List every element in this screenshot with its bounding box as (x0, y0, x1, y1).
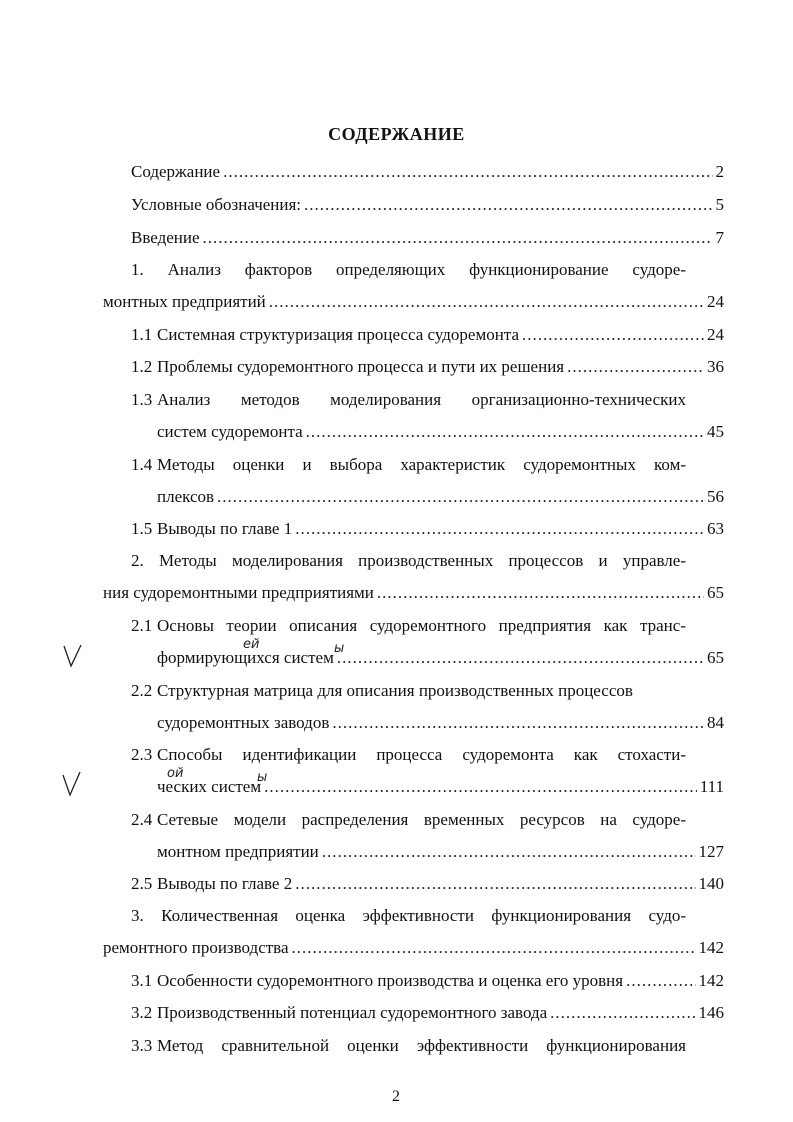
toc-entry[interactable]: Условные обозначения: ..... 5 (131, 195, 724, 217)
handwritten-correction: ы (334, 641, 345, 656)
page-number: 2 (392, 1088, 400, 1105)
checkmark-icon (62, 771, 82, 797)
toc-entry[interactable]: ния судоремонтными предприятиями ..... 65 (103, 583, 724, 605)
toc-entry[interactable]: плексов ..... 56 (157, 487, 724, 509)
toc-entry[interactable]: 1.1 Системная структуризация процесса судоремонта ..... 24 (131, 325, 724, 347)
toc-entry[interactable]: Введение ..... 7 (131, 228, 724, 250)
toc-entry[interactable]: Содержание ..... 2 (131, 162, 724, 184)
toc-entry[interactable]: 3.1 Особенности судоремонтного производства и оценка его уровня ..... 142 (131, 971, 724, 993)
toc-entry-heading: 1.4 Методы оценки и выбора характеристик судоремонтных ком- (131, 455, 686, 474)
toc-entry[interactable]: монтном предприятии ..... 127 (157, 842, 724, 864)
toc-entry[interactable]: систем судоремонта ..... 45 (157, 422, 724, 444)
checkmark-icon (63, 644, 83, 668)
toc-entry[interactable]: 2.5 Выводы по главе 2 ..... 140 (131, 874, 724, 896)
toc-entry-heading: 2.2 Структурная матрица для описания производственных процессов (131, 681, 633, 700)
toc-entry[interactable]: ческих систем ..... 111 (157, 777, 724, 799)
toc-chapter-heading: 1. Анализ факторов определяющих функционирование судоре- (131, 260, 686, 279)
toc-entry[interactable]: ремонтного производства ..... 142 (103, 938, 724, 960)
toc-entry[interactable]: формирующихся систем ..... 65 (157, 648, 724, 670)
toc-entry[interactable]: монтных предприятий ..... 24 (103, 292, 724, 314)
handwritten-correction: ой (167, 766, 184, 781)
handwritten-correction: ы (257, 770, 268, 785)
toc-chapter-heading: 2. Методы моделирования производственных процессов и управле- (131, 551, 686, 570)
toc-entry-heading: 3.3 Метод сравнительной оценки эффективности функционирования (131, 1036, 686, 1055)
toc-entry[interactable]: 3.2 Производственный потенциал судоремонтного завода ..... 146 (131, 1003, 724, 1025)
page-title: СОДЕРЖАНИЕ (328, 124, 465, 144)
toc-entry-heading: 2.4 Сетевые модели распределения временных ресурсов на судоре- (131, 810, 686, 829)
toc-entry[interactable]: 1.5 Выводы по главе 1 ..... 63 (131, 519, 724, 541)
toc-entry[interactable]: судоремонтных заводов ..... 84 (157, 713, 724, 735)
toc-entry-heading: 1.3 Анализ методов моделирования организационно-технических (131, 390, 686, 409)
toc-entry-heading: 2.3 Способы идентификации процесса судоремонта как стохасти- (131, 745, 686, 764)
handwritten-correction: ей (243, 637, 260, 652)
toc-entry-heading: 2.1 Основы теории описания судоремонтного предприятия как транс- (131, 616, 686, 635)
toc-entry[interactable]: 1.2 Проблемы судоремонтного процесса и пути их решения ..... 36 (131, 357, 724, 379)
toc-chapter-heading: 3. Количественная оценка эффективности функционирования судо- (131, 906, 686, 925)
